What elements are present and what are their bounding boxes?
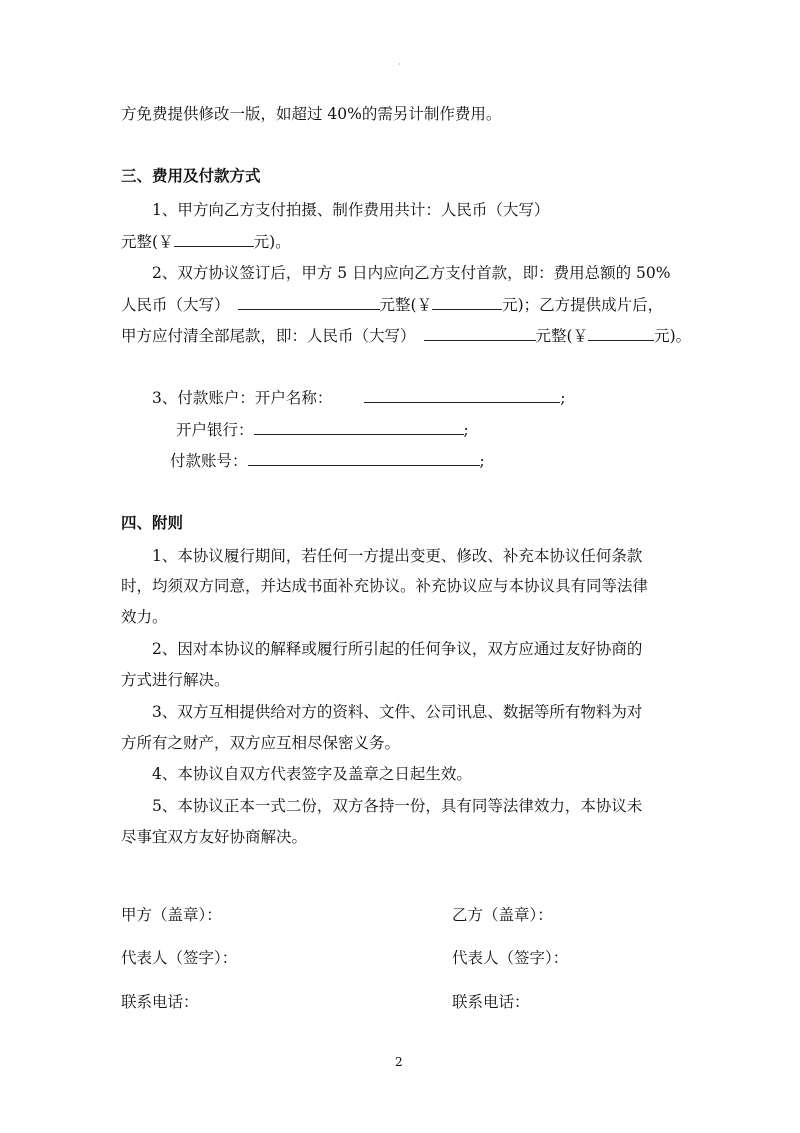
clause-5-line-2: 尽事宜双方友好协商解决。	[121, 828, 308, 846]
intro-line: 方免费提供修改一版，如超过 40%的需另计制作费用。	[121, 105, 502, 123]
bank-blank	[254, 420, 464, 435]
account-number-line	[170, 451, 485, 471]
text: 人民币（大写）	[121, 296, 230, 314]
text: 3、付款账户：开户名称：	[152, 389, 333, 407]
party-a-representative: 代表人（签字）：	[121, 949, 238, 967]
party-a-seal: 甲方（盖章）：	[121, 906, 222, 924]
party-b-seal: 乙方（盖章）：	[452, 906, 553, 924]
clause-1-line-2: 时，均须双方同意，并达成书面补充协议。补充协议应与本协议具有同等法律	[121, 577, 649, 595]
party-a-phone: 联系电话：	[121, 993, 199, 1011]
party-b-phone: 联系电话：	[452, 993, 530, 1011]
section-3-heading: 三、费用及付款方式	[121, 166, 261, 185]
account-number-blank	[248, 451, 480, 466]
text: ;	[560, 389, 566, 407]
text: 元整(￥	[535, 327, 589, 345]
text: 元整(￥	[379, 296, 433, 314]
clause-4: 4、本协议自双方代表签字及盖章之日起生效。	[152, 765, 472, 783]
clause-1-line-3: 效力。	[121, 608, 168, 626]
amount-blank	[588, 326, 654, 341]
page-number: 2	[395, 1055, 403, 1069]
party-b-representative: 代表人（签字）：	[452, 949, 569, 967]
text: 开户银行：	[176, 421, 254, 439]
text: 元)。	[253, 233, 291, 251]
section-4-heading: 四、附则	[121, 513, 184, 532]
clause-2-line-1: 2、因对本协议的解释或履行所引起的任何争议，双方应通过友好协商的	[152, 640, 643, 658]
amount-blank	[424, 326, 536, 341]
text: 元整(￥	[121, 233, 174, 251]
text: ;	[463, 421, 469, 439]
text: 元)；乙方提供成片后，	[502, 296, 664, 314]
amount-blank	[432, 295, 502, 310]
amount-blank	[174, 232, 254, 247]
text: 甲方应付清全部尾款，即：人民币（大写）	[121, 327, 416, 345]
clause-2-line-2: 方式进行解决。	[121, 671, 230, 689]
header-mark: ·	[398, 60, 401, 69]
amount-blank	[238, 295, 380, 310]
bank-line	[176, 420, 469, 440]
payment-clause-1-line-2	[121, 232, 291, 252]
clause-3-line-2: 方所有之财产，双方应互相尽保密义务。	[121, 734, 401, 752]
text: 付款账号：	[170, 452, 248, 470]
payment-clause-1-line-1: 1、甲方向乙方支付拍摄、制作费用共计：人民币（大写）	[152, 201, 550, 219]
text: ;	[479, 452, 485, 470]
account-name-line	[152, 388, 566, 408]
clause-5-line-1: 5、本协议正本一式二份，双方各持一份，具有同等法律效力，本协议未	[152, 797, 643, 815]
account-name-blank	[364, 388, 560, 403]
clause-1-line-1: 1、本协议履行期间，若任何一方提出变更、修改、补充本协议任何条款	[152, 547, 643, 565]
payment-clause-2-line-1: 2、双方协议签订后，甲方 5 日内应向乙方支付首款，即：费用总额的 50%	[152, 264, 671, 282]
clause-3-line-1: 3、双方互相提供给对方的资料、文件、公司讯息、数据等所有物料为对	[152, 703, 643, 721]
text: 元)。	[654, 327, 692, 345]
payment-clause-2-line-2	[121, 295, 663, 315]
payment-clause-2-line-3	[121, 326, 691, 346]
